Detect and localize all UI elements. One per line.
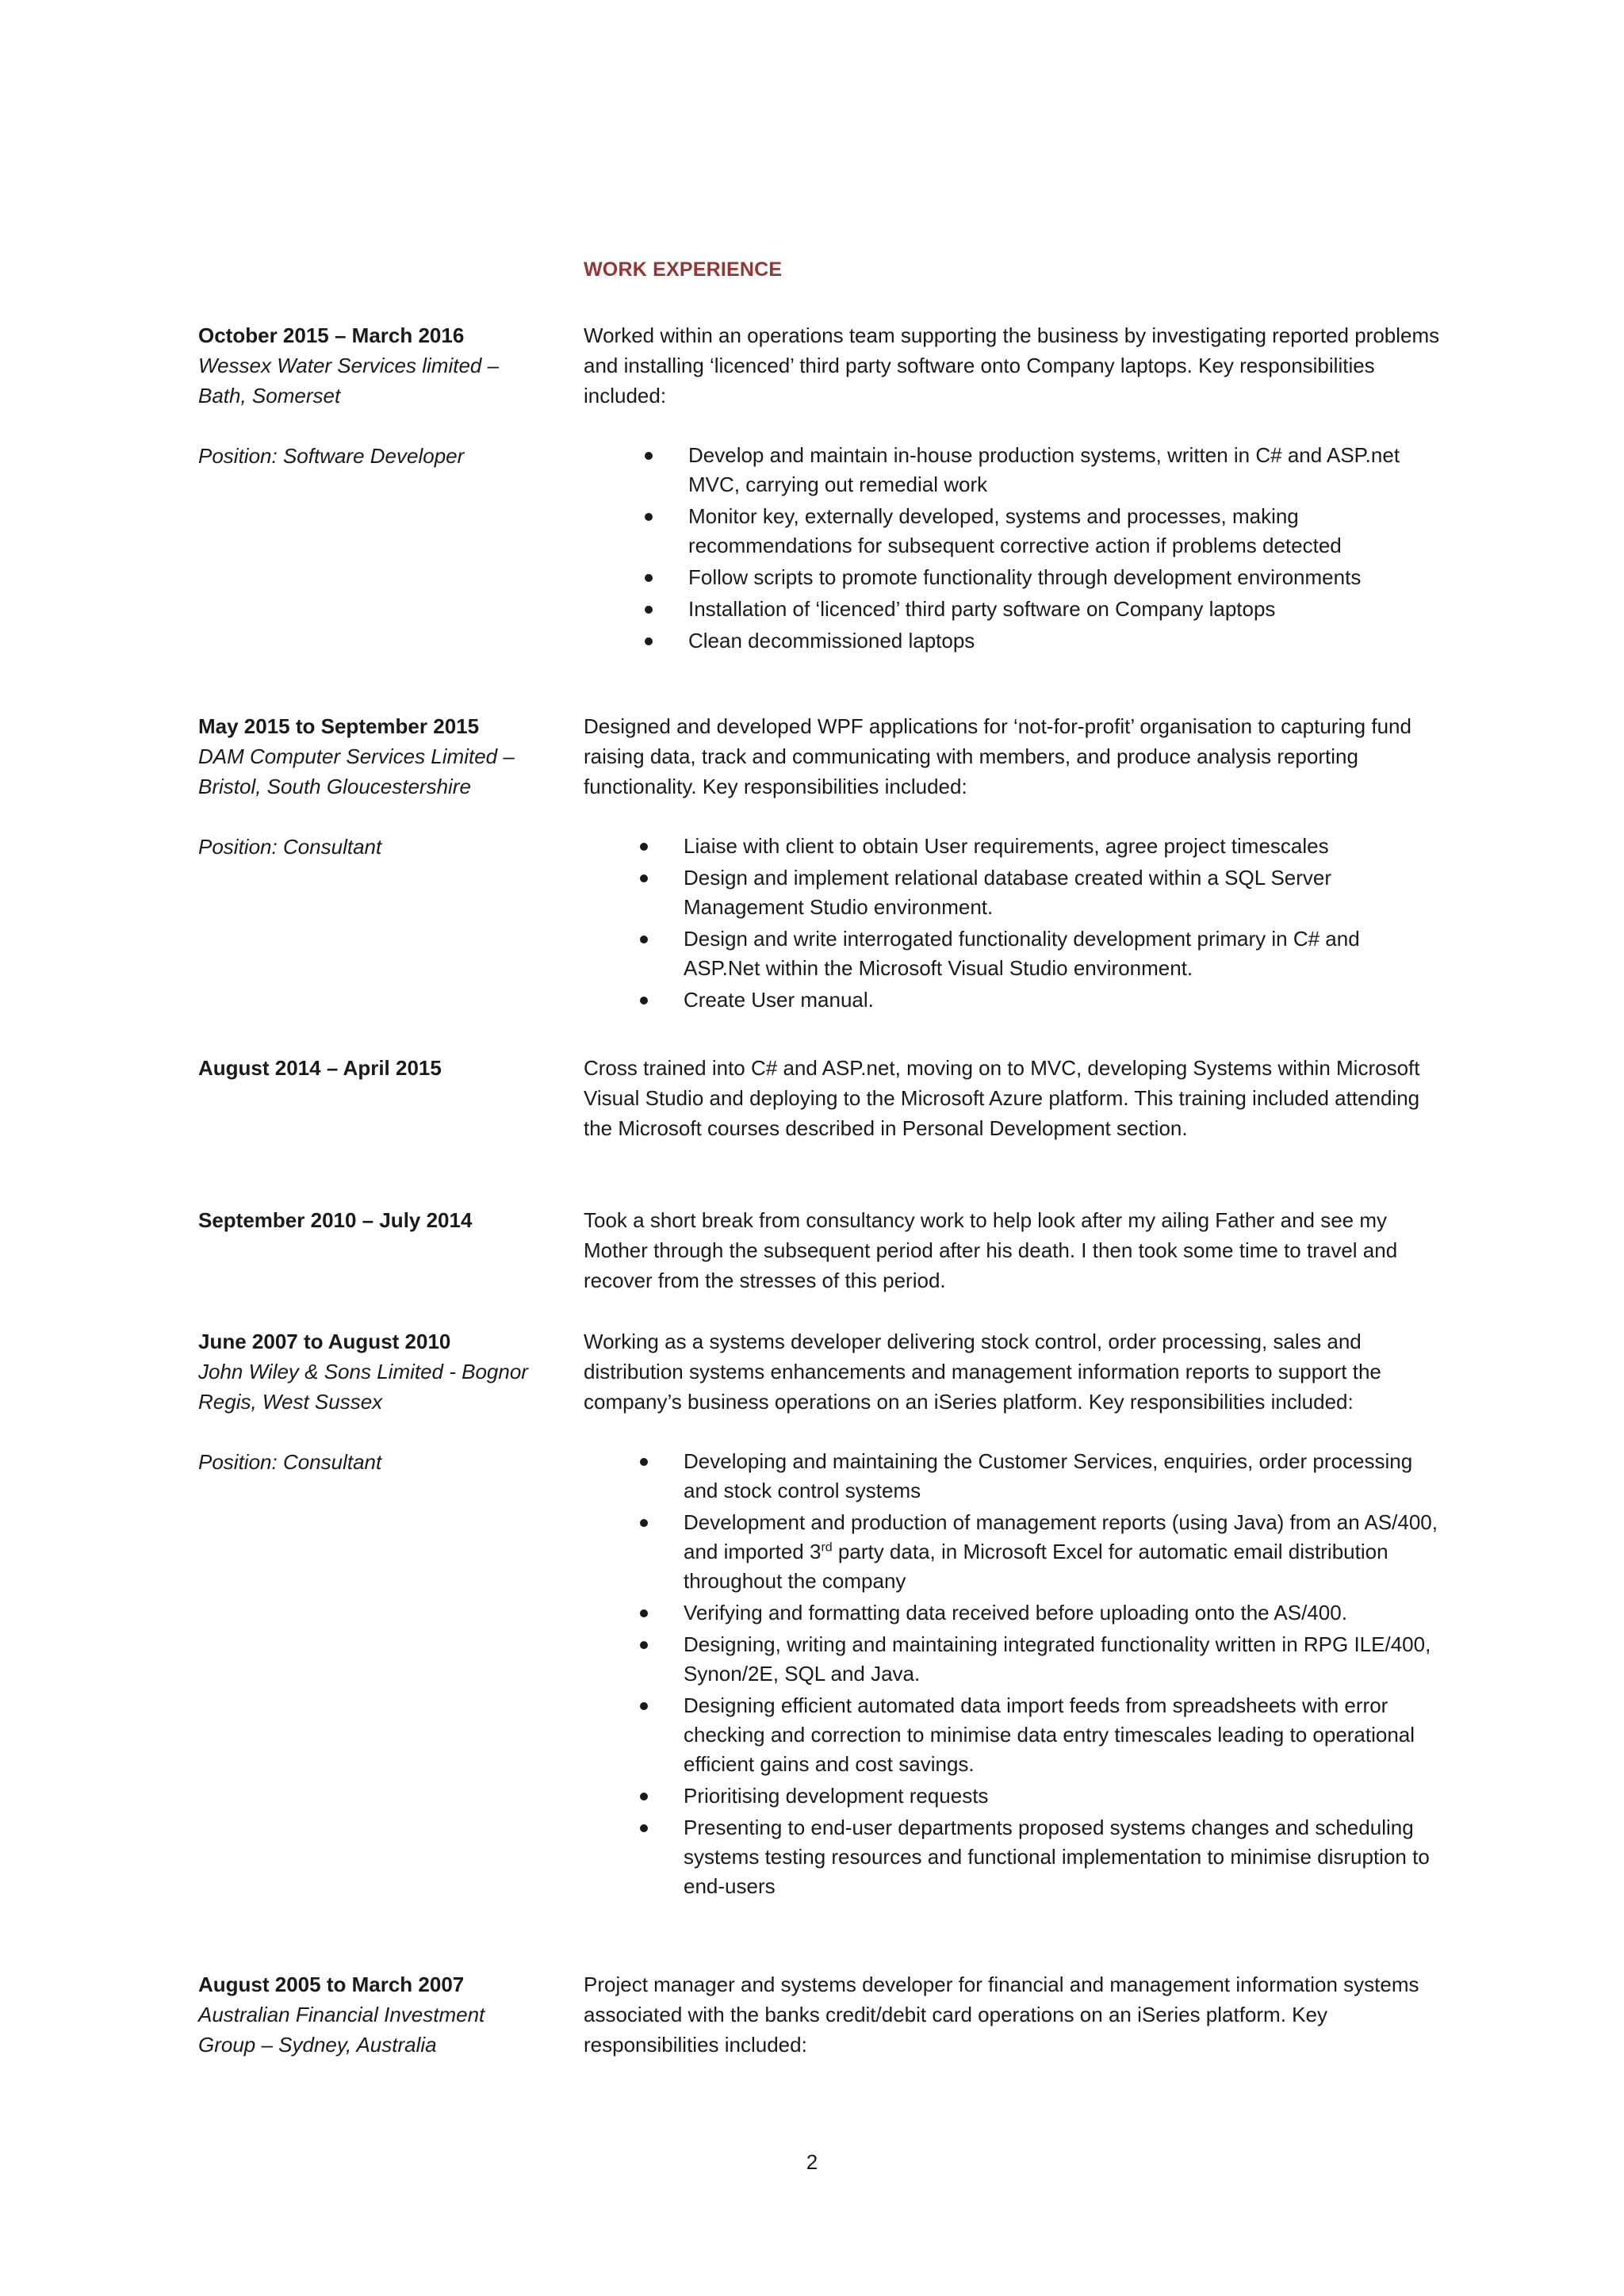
entry-intro: Cross trained into C# and ASP.net, moving on to MVC, developing Systems within Microsoft Visual Studio and deploying to the Microsoft Azure platform. This training included attending the Microsoft courses described in Personal Development section. [584, 1056, 1420, 1140]
bullet-icon [640, 874, 648, 882]
bullet-icon [640, 1824, 648, 1832]
entry-date: September 2010 – July 2014 [198, 1208, 473, 1232]
entry-description [584, 1326, 1440, 1904]
bullet-icon [645, 606, 653, 614]
list-item: Prioritising development requests [684, 1781, 1440, 1811]
entry-company-line: Bath, Somerset [198, 384, 341, 408]
bullet-icon [640, 1641, 648, 1649]
bullet-text-with-superscript: Development and production of management reports (using Java) from an AS/400, and imported 3rd party data, in Microsoft Excel for automatic email distribution throughout the company [684, 1510, 1438, 1593]
entry-position: Position: Consultant [198, 835, 382, 859]
bullet-icon [645, 452, 653, 460]
entry-company-line: John Wiley & Sons Limited - Bognor [198, 1360, 528, 1383]
entry-meta [198, 320, 571, 471]
entry-company-line: DAM Computer Services Limited – [198, 744, 515, 768]
bullet-icon [640, 1702, 648, 1710]
entry-position: Position: Consultant [198, 1450, 382, 1474]
responsibilities-list [584, 832, 1421, 1015]
entry-date: June 2007 to August 2010 [198, 1330, 451, 1353]
page-number: 2 [806, 2150, 818, 2174]
bullet-icon [645, 513, 653, 521]
entry-intro: Project manager and systems developer for financial and management information systems associated with the banks credit/debit card operations on an iSeries platform. Key responsibilities included: [584, 1973, 1419, 2057]
entry-intro: Worked within an operations team supporting the business by investigating reported problems and installing ‘licenced’ third party software onto Company laptops. Key responsibilities included: [584, 323, 1440, 408]
bullet-icon [640, 997, 648, 1004]
entry-meta [198, 1205, 571, 1235]
list-item: Installation of ‘licenced’ third party software on Company laptops [688, 595, 1440, 624]
entry-date: August 2014 – April 2015 [198, 1056, 442, 1080]
list-item: Designing efficient automated data import feeds from spreadsheets with error checking and correction to minimise data entry timescales leading to operational efficient gains and cost savings. [684, 1691, 1440, 1779]
list-item: Monitor key, externally developed, systems and processes, making recommendations for subsequent corrective action if problems detected [688, 502, 1440, 561]
responsibilities-list [584, 441, 1440, 656]
list-item: Design and write interrogated functionality development primary in C# and ASP.Net within the Microsoft Visual Studio environment. [684, 924, 1421, 983]
entry-company-line: Wessex Water Services limited – [198, 354, 500, 377]
list-item: Liaise with client to obtain User requirements, agree project timescales [684, 832, 1421, 861]
entry-description [584, 320, 1440, 658]
entry-company-line: Australian Financial Investment [198, 2003, 485, 2026]
entry-meta [198, 1053, 571, 1083]
entry-date: May 2015 to September 2015 [198, 714, 480, 738]
entry-description [584, 1053, 1440, 1143]
list-item: Verifying and formatting data received before uploading onto the AS/400. [684, 1598, 1440, 1628]
bullet-icon [640, 936, 648, 943]
bullet-icon [640, 843, 648, 851]
entry-description [584, 1969, 1440, 2060]
entry-intro: Took a short break from consultancy work to help look after my ailing Father and see my Mother through the subsequent period after his death. I then took some time to travel and recover from the stresses of this period. [584, 1208, 1398, 1292]
entry-company-line: Regis, West Sussex [198, 1390, 383, 1414]
entry-date: October 2015 – March 2016 [198, 323, 465, 347]
entry-description [584, 1205, 1440, 1295]
bullet-icon [640, 1458, 648, 1466]
list-item: Clean decommissioned laptops [688, 626, 1440, 656]
entry-meta [198, 1326, 571, 1477]
entry-intro: Working as a systems developer delivering stock control, order processing, sales and distribution systems enhancements and management information reports to support the company’s business operations on an iSeries platform. Key responsibilities included: [584, 1330, 1381, 1414]
list-item: Designing, writing and maintaining integrated functionality written in RPG ILE/400, Synon/2E, SQL and Java. [684, 1630, 1440, 1689]
bullet-icon [640, 1793, 648, 1800]
list-item: Developing and maintaining the Customer Services, enquiries, order processing and stock control systems [684, 1447, 1440, 1506]
list-item: Create User manual. [684, 985, 1421, 1015]
bullet-icon [645, 637, 653, 645]
entry-intro: Designed and developed WPF applications for ‘not-for-profit’ organisation to capturing fund raising data, track and communicating with members, and produce analysis reporting functionality. Key responsibilities included: [584, 714, 1411, 798]
list-item: Presenting to end-user departments proposed systems changes and scheduling systems testing resources and functional implementation to minimise disruption to end-users [684, 1813, 1440, 1901]
entry-company-line: Group – Sydney, Australia [198, 2033, 437, 2057]
entry-company-line: Bristol, South Gloucestershire [198, 775, 471, 798]
bullet-icon [640, 1609, 648, 1617]
section-title: WORK EXPERIENCE [584, 258, 783, 281]
responsibilities-list [584, 1447, 1440, 1901]
entry-meta [198, 1969, 571, 2060]
list-item: Develop and maintain in-house production systems, written in C# and ASP.net MVC, carrying out remedial work [688, 441, 1440, 499]
list-item: Follow scripts to promote functionality through development environments [688, 563, 1440, 592]
list-item: Design and implement relational database created within a SQL Server Management Studio environment. [684, 863, 1421, 922]
entry-meta [198, 711, 571, 862]
entry-date: August 2005 to March 2007 [198, 1973, 465, 1996]
entry-description [584, 711, 1440, 1017]
entry-position: Position: Software Developer [198, 444, 465, 468]
bullet-icon [645, 574, 653, 582]
list-item [684, 1508, 1440, 1596]
bullet-icon [640, 1519, 648, 1527]
